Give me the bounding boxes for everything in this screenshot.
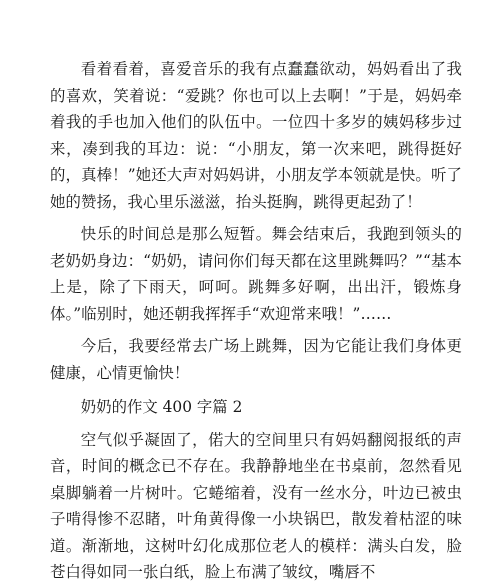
section-heading: 奶奶的作文 400 字篇 2: [80, 398, 243, 416]
paragraph-dancing-joy: 看着看着，喜爱音乐的我有点蠢蠢欲动，妈妈看出了我的喜欢，笑着说：“爱跳？你也可以上去啊！”于是，妈妈牵着我的手也加入他们的队伍中。一位四十多岁的姨妈移步过来，凑到我的耳边：说：“小朋友，第一次来吧，跳得挺好的，真棒！”她还大声对妈妈讲，小朋友学本领就是快。听了她的赞扬，我心里乐滋滋，抬头挺胸，跳得更起劲了！: [50, 60, 462, 211]
paragraph-leaf: 空气似乎凝固了，偌大的空间里只有妈妈翻阅报纸的声音，时间的概念已不存在。我静静地坐在书桌前，忽然看见桌脚躺着一片树叶。它蜷缩着，没有一丝水分，叶边已被虫子啃得惨不忍睹，叶角黄得像一小块锅巴，散发着枯涩的味道。渐渐地，这树叶幻化成那位老人的模样：满头白发，脸苍白得如同一张白纸，脸上布满了皱纹，嘴唇不: [50, 430, 462, 581]
paragraph-future-plan: 今后，我要经常去广场上跳舞，因为它能让我们身体更健康，心情更愉快！: [50, 337, 462, 382]
document-body: [50, 56, 462, 586]
paragraph-happy-time: 快乐的时间总是那么短暂。舞会结束后，我跑到领头的老奶奶身边：“奶奶，请问你们每天都在这里跳舞吗？”“基本上是，除了下雨天，呵呵。跳舞多好啊，出出汗，锻炼身体。”临别时，她还朝我挥挥手“欢迎常来哦！”……: [50, 225, 462, 323]
